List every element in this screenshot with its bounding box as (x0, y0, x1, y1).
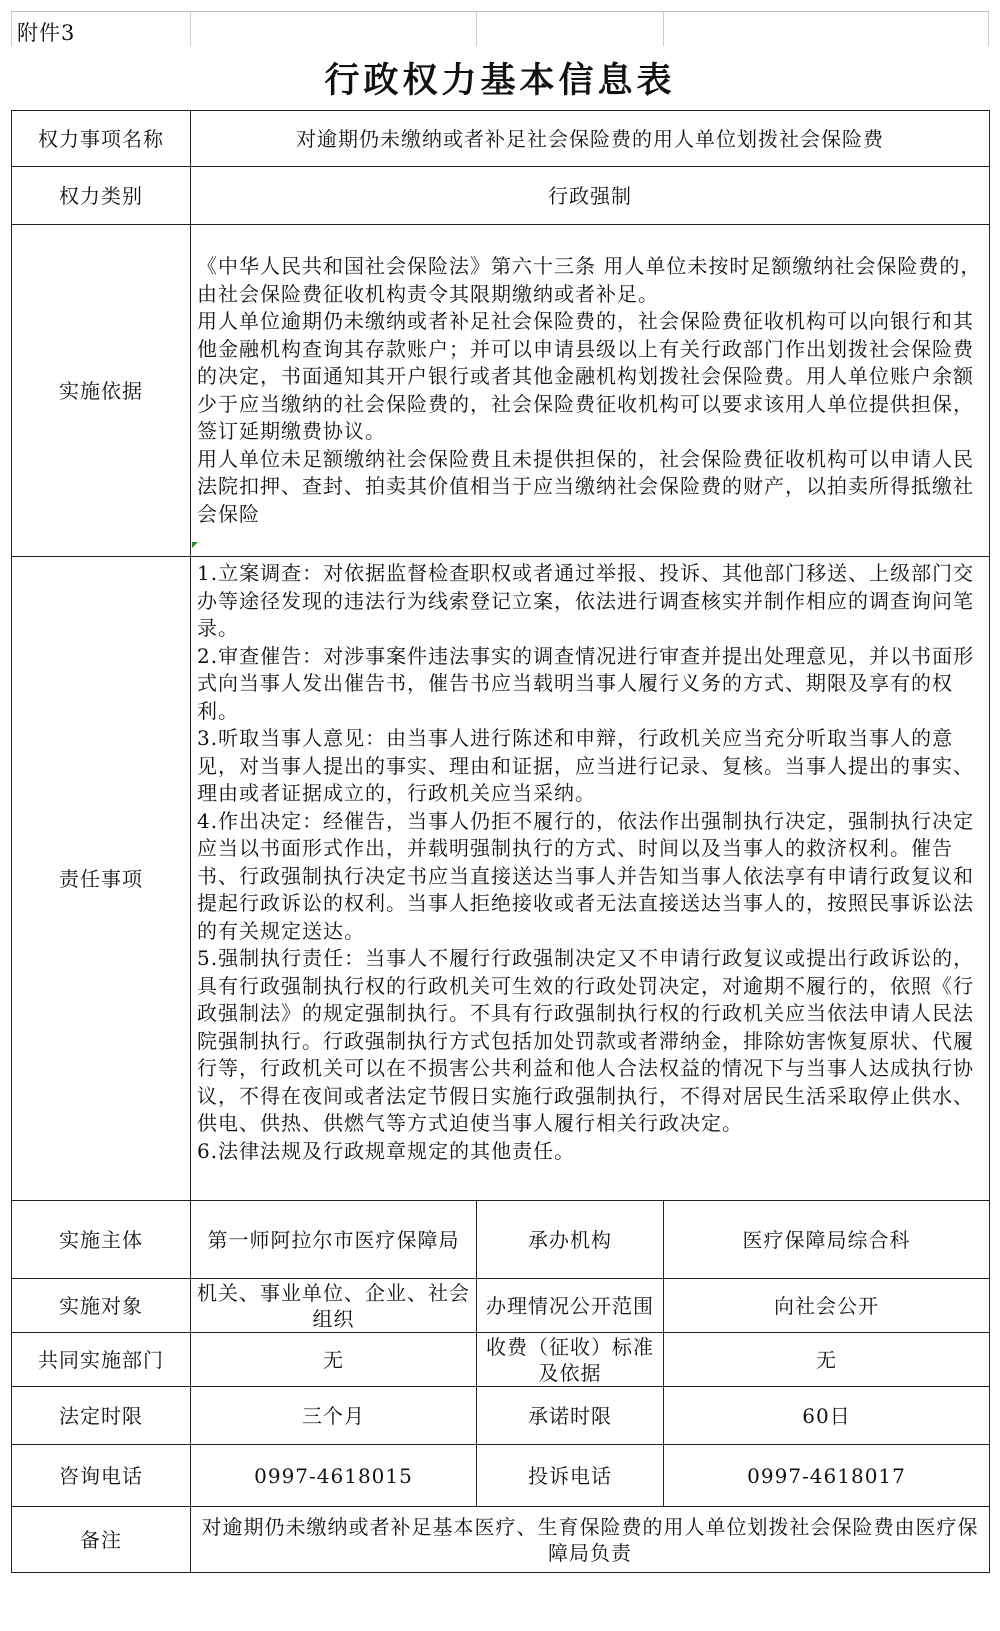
comment-marker-icon (192, 542, 198, 548)
row-power-type (12, 167, 990, 225)
responsibility-label: 责任事项 (12, 557, 191, 1201)
row-phone (12, 1445, 990, 1507)
row-remark (12, 1507, 990, 1573)
joint-label: 共同实施部门 (12, 1333, 191, 1387)
responsibility-paragraph: 2.审查催告：对涉事案件违法事实的调查情况进行审查并提出处理意见，并以书面形式向当事人发出催告书，催告书应当载明当事人履行义务的方式、期限及享有的权利。 (197, 643, 975, 723)
agency-label: 承办机构 (477, 1201, 664, 1279)
remark-value (191, 1507, 990, 1573)
fee-value: 无 (664, 1333, 990, 1387)
row-target (12, 1279, 990, 1333)
responsibility-paragraph: 4.作出决定：经催告，当事人仍拒不履行的，依法作出强制执行决定，强制执行决定应当以书面形式作出，并载明强制执行的方式、时间以及当事人的救济权利。催告书、行政强制执行决定书应当直接送达当事人并告知当事人依法享有申请行政复议和提起行政诉讼的权利。当事人拒绝接收或者无法直接送达当事人的，按照民事诉讼法的有关规定送达。 (197, 808, 975, 943)
info-table (11, 110, 990, 1573)
promise-limit-value: 60日 (664, 1387, 990, 1445)
complaint-value: 0997-4618017 (664, 1445, 990, 1507)
subject-label: 实施主体 (12, 1201, 191, 1279)
consult-label: 咨询电话 (12, 1445, 191, 1507)
fee-label (477, 1333, 664, 1387)
row-basis (12, 225, 990, 557)
promise-limit-label: 承诺时限 (477, 1387, 664, 1445)
document-sheet (11, 11, 989, 1621)
legal-limit-value: 三个月 (191, 1387, 477, 1445)
responsibility-paragraph: 3.听取当事人意见：由当事人进行陈述和申辩，行政机关应当充分听取当事人的意见，对当事人提出的事实、理由和证据，应当进行记录、复核。当事人提出的事实、理由或者证据成立的，行政机关应当采纳。 (197, 726, 974, 805)
complaint-label: 投诉电话 (477, 1445, 664, 1507)
row-legal-limit (12, 1387, 990, 1445)
disclosure-value: 向社会公开 (664, 1279, 990, 1333)
attachment-label: 附件3 (17, 21, 76, 45)
row-power-name (12, 111, 990, 167)
row-joint (12, 1333, 990, 1387)
title-row (11, 45, 989, 111)
power-type-label: 权力类别 (12, 167, 191, 225)
responsibility-text (191, 557, 990, 1201)
basis-paragraph: 《中华人民共和国社会保险法》第六十三条 用人单位未按时足额缴纳社会保险费的，由社会保险费征收机构责令其限期缴纳或者补足。 (197, 254, 982, 306)
remark-label: 备注 (12, 1507, 191, 1573)
responsibility-paragraph: 6.法律法规及行政规章规定的其他责任。 (197, 1138, 576, 1163)
disclosure-label: 办理情况公开范围 (477, 1279, 664, 1333)
target-value (191, 1279, 477, 1333)
basis-label: 实施依据 (12, 225, 191, 557)
agency-value: 医疗保障局综合科 (664, 1201, 990, 1279)
power-name-label: 权力事项名称 (12, 111, 191, 167)
row-subject (12, 1201, 990, 1279)
power-type-value: 行政强制 (191, 167, 990, 225)
responsibility-paragraph: 5.强制执行责任：当事人不履行行政强制决定又不申请行政复议或提出行政诉讼的，具有行政强制执行权的行政机关可生效的行政处罚决定，对逾期不履行的，依照《行政强制法》的规定强制执行。不具有行政强制执行权的行政机关应当依法申请人民法院强制执行。行政强制执行方式包括加处罚款或者滞纳金，排除妨害恢复原状、代履行等，行政机关可以在不损害公共利益和他人合法权益的情况下与当事人达成执行协议，不得在夜间或者法定节假日实施行政强制执行，不得对居民生活采取停止供水、供电、供热、供燃气等方式迫使当事人履行相关行政决定。 (197, 946, 975, 1135)
basis-paragraph: 用人单位逾期仍未缴纳或者补足社会保险费的，社会保险费征收机构可以向银行和其他金融机构查询其存款账户；并可以申请县级以上有关行政部门作出划拨社会保险费的决定，书面通知其开户银行或者其他金融机构划拨社会保险费。用人单位账户余额少于应当缴纳的社会保险费的，社会保险费征收机构可以要求该用人单位提供担保，签订延期缴费协议。 (197, 309, 974, 443)
legal-limit-label: 法定时限 (12, 1387, 191, 1445)
row-responsibility (12, 557, 990, 1201)
joint-value: 无 (191, 1333, 477, 1387)
attachment-row (11, 11, 989, 45)
page-title: 行政权力基本信息表 (324, 60, 676, 101)
basis-text (191, 225, 990, 557)
target-label: 实施对象 (12, 1279, 191, 1333)
fee-label-text: 收费（征收）标准及依据 (486, 1334, 654, 1385)
responsibility-paragraph: 1.立案调查：对依据监督检查职权或者通过举报、投诉、其他部门移送、上级部门交办等途径发现的违法行为线索登记立案，依法进行调查核实并制作相应的调查询问笔录。 (197, 561, 975, 640)
power-name-value: 对逾期仍未缴纳或者补足社会保险费的用人单位划拨社会保险费 (191, 111, 990, 167)
basis-paragraph: 用人单位未足额缴纳社会保险费且未提供担保的，社会保险费征收机构可以申请人民法院扣押、查封、拍卖其价值相当于应当缴纳社会保险费的财产，以拍卖所得抵缴社会保险 (197, 446, 974, 526)
target-value-text: 机关、事业单位、企业、社会组织 (197, 1280, 470, 1331)
remark-value-text: 对逾期仍未缴纳或者补足基本医疗、生育保险费的用人单位划拨社会保险费由医疗保障局负责 (201, 1514, 979, 1565)
consult-value: 0997-4618015 (191, 1445, 477, 1507)
subject-value: 第一师阿拉尔市医疗保障局 (191, 1201, 477, 1279)
